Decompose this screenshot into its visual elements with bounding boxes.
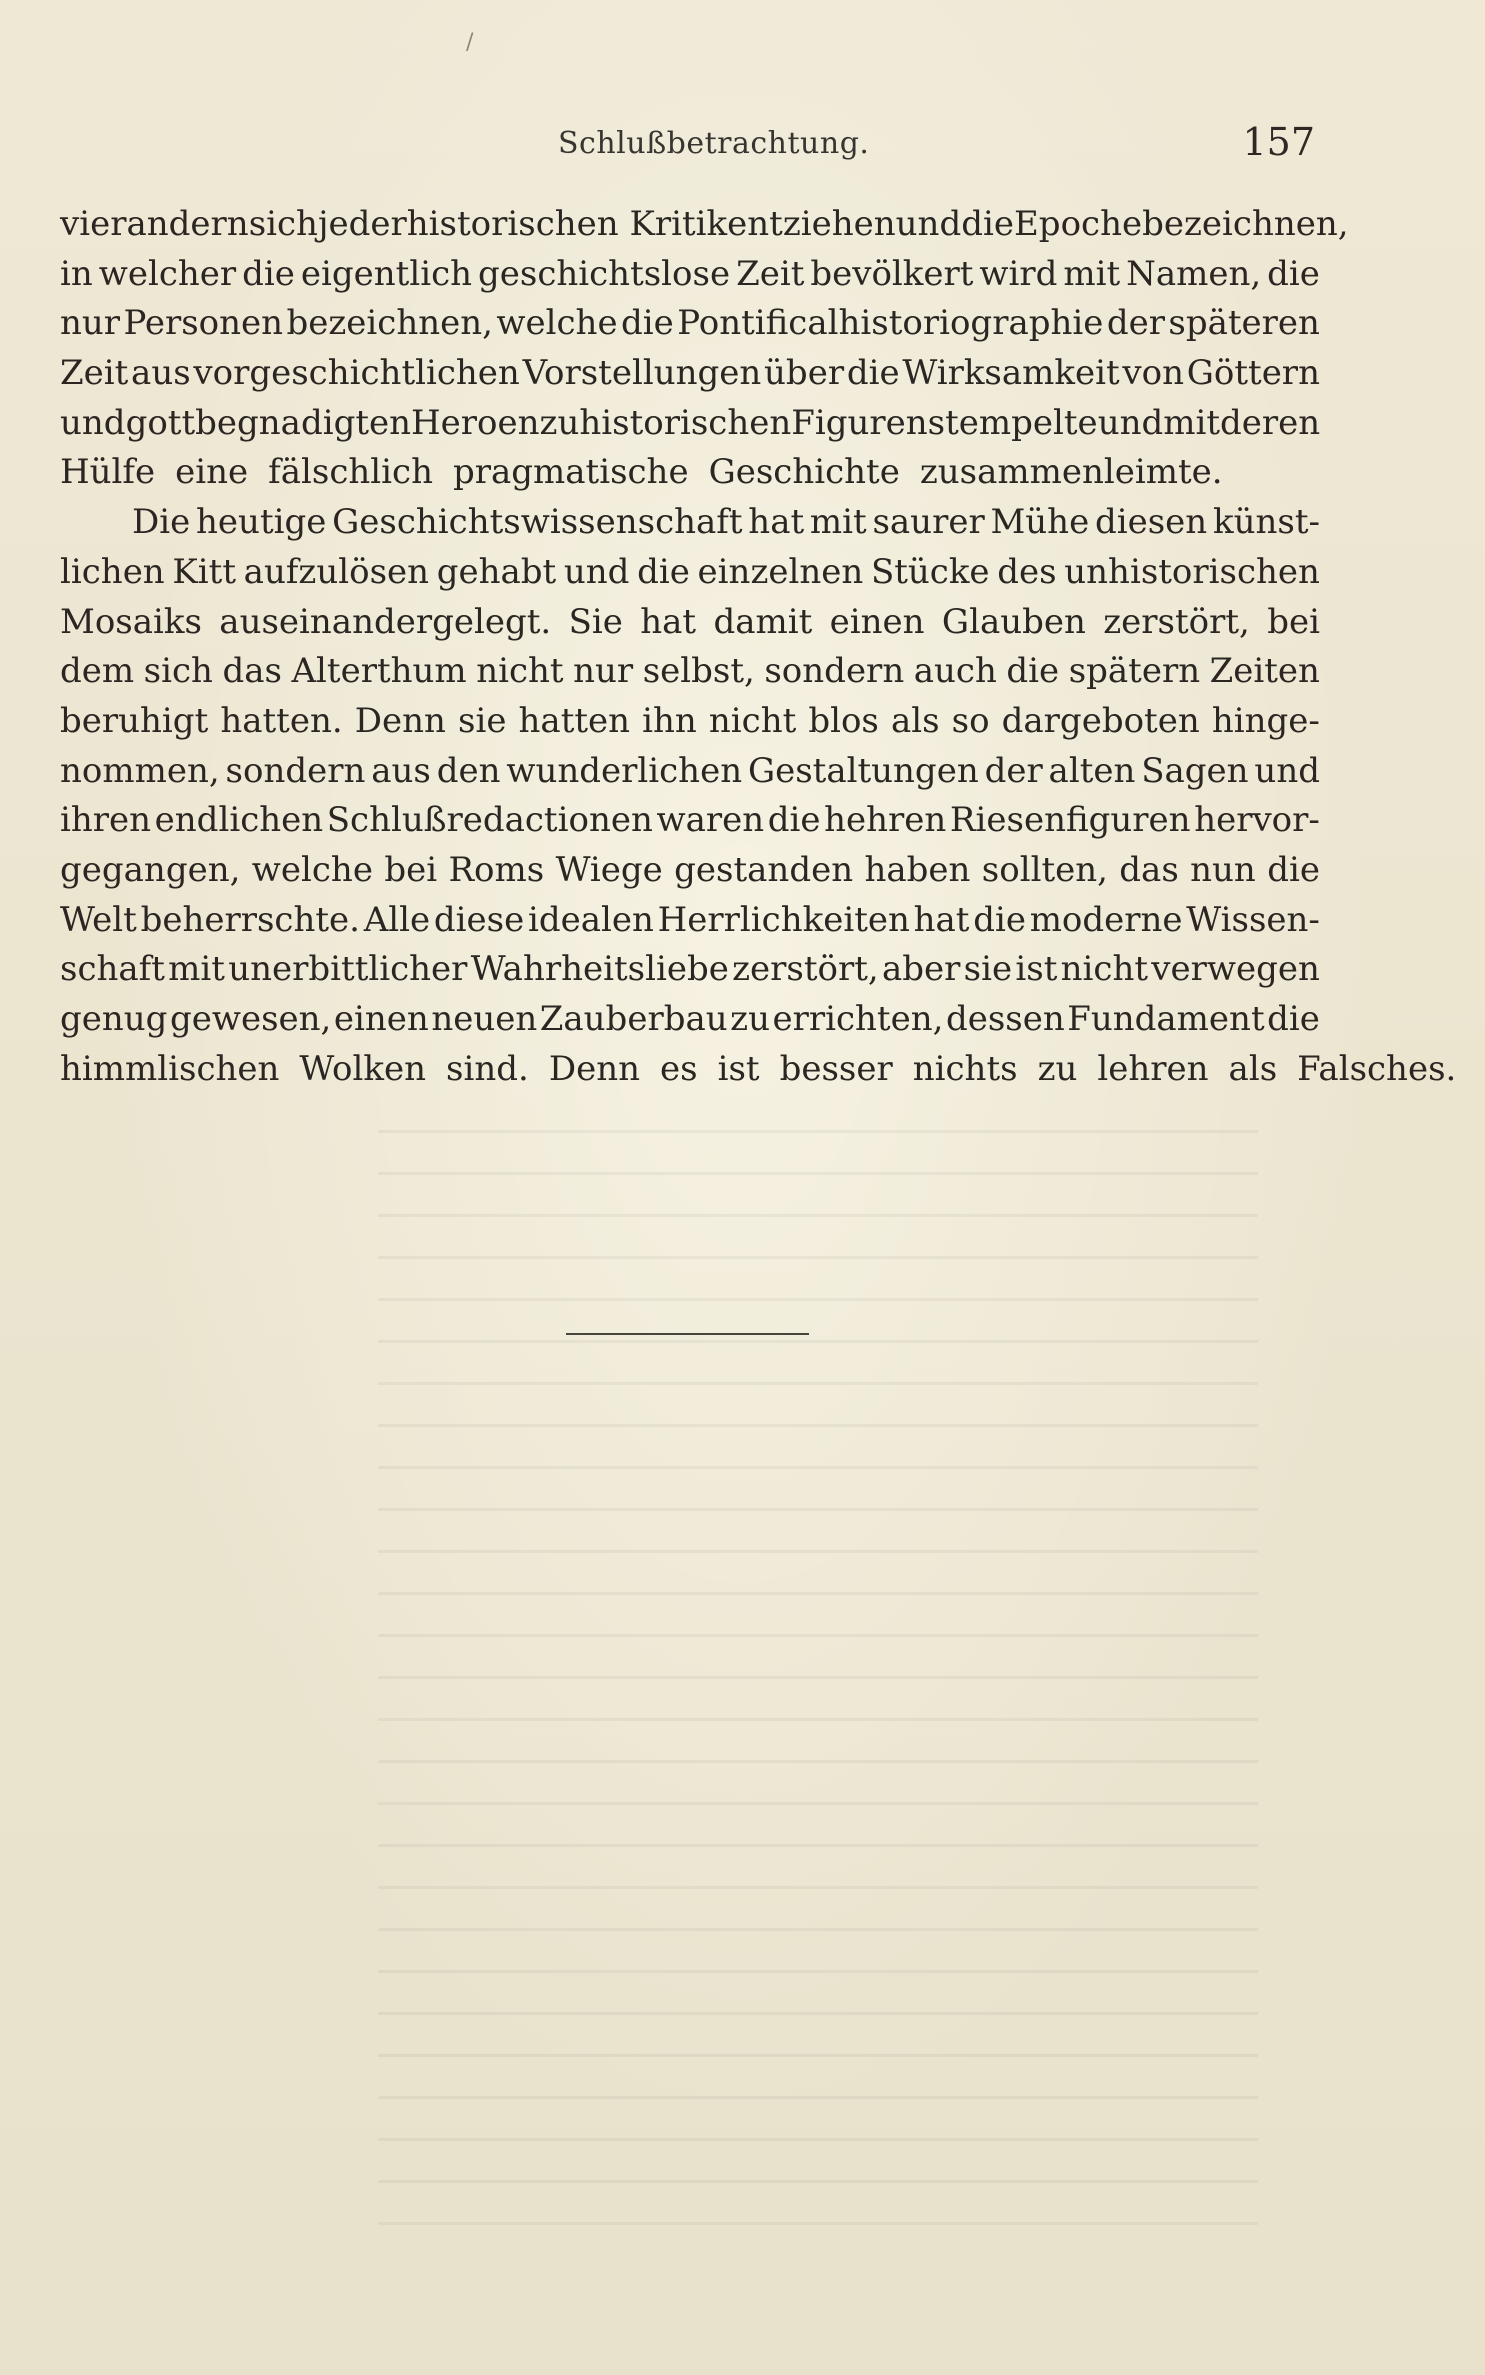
word: Welt	[60, 899, 137, 940]
word: die	[767, 800, 821, 841]
word: fälschlich	[268, 452, 433, 493]
word: entziehen	[727, 204, 896, 244]
word: einen	[829, 601, 925, 642]
word: einzelnen	[697, 551, 864, 592]
word: Gestaltungen	[747, 750, 979, 791]
word: Herrlichkeiten	[657, 899, 910, 940]
word: das	[1119, 849, 1179, 890]
word: hat	[640, 601, 697, 642]
word: Denn	[548, 1048, 640, 1089]
word: hatten	[518, 700, 631, 741]
word: es	[660, 1048, 698, 1089]
pencil-mark: /	[466, 30, 474, 55]
text-line	[60, 498, 1320, 548]
word: Riesenfiguren	[949, 800, 1191, 841]
word: eine	[175, 452, 249, 493]
word: gehabt	[436, 551, 557, 592]
word: ihren	[60, 800, 152, 841]
text-line	[60, 647, 1320, 697]
word: Göttern	[1186, 353, 1320, 394]
word: auseinandergelegt.	[219, 601, 552, 642]
word: in	[60, 253, 93, 294]
word: Die	[132, 502, 191, 543]
word: idealen	[527, 899, 654, 940]
word: gegangen,	[60, 849, 241, 890]
word: welche	[251, 849, 373, 890]
text-line	[60, 448, 1320, 498]
text-line	[60, 796, 1320, 846]
word: dessen	[945, 999, 1065, 1039]
word: und	[563, 551, 630, 592]
word: Fundament	[1067, 999, 1265, 1039]
word: diese	[433, 899, 525, 940]
word: deren	[1220, 402, 1321, 443]
word: Zeit	[736, 253, 805, 294]
text-line	[60, 598, 1320, 648]
word: wunderlichen	[506, 750, 743, 791]
word: bei	[384, 849, 438, 890]
word: der	[984, 750, 1043, 791]
word: aus	[371, 750, 431, 791]
word: das	[222, 651, 282, 692]
word: und	[1097, 402, 1164, 443]
word: ist	[1015, 949, 1058, 990]
word: die	[621, 303, 674, 344]
word: Alle	[363, 899, 431, 940]
text-line	[60, 349, 1320, 399]
word: Vorstellungen	[522, 353, 762, 394]
word: nichts	[912, 1048, 1018, 1089]
word: sie	[963, 949, 1013, 990]
word: zerstört,	[1103, 601, 1250, 642]
word: Geschichte	[708, 452, 900, 493]
word: Roms	[448, 849, 545, 890]
word: vorgeschichtlichen	[193, 353, 520, 394]
body-text	[60, 200, 1457, 1094]
word: späteren	[1168, 303, 1320, 344]
word: die	[637, 551, 690, 592]
word: Wiege	[555, 849, 663, 890]
word: schaft	[60, 949, 165, 990]
word: zerstört,	[732, 949, 879, 990]
word: Sagen	[1141, 750, 1249, 791]
word: Stücke	[870, 551, 990, 592]
word: nommen,	[60, 750, 220, 791]
word: mit	[168, 949, 225, 990]
word: alten	[1048, 750, 1136, 791]
word: die	[961, 204, 1014, 244]
word: sich	[143, 651, 213, 692]
word: nur	[573, 651, 634, 692]
word: mit	[809, 502, 867, 543]
word: himmlischen	[60, 1048, 280, 1089]
word: sondern	[225, 750, 366, 791]
word: mit	[1163, 402, 1221, 443]
word: jeder	[317, 204, 407, 244]
word: hervor-	[1194, 800, 1320, 841]
word: Wahrheitsliebe	[470, 949, 729, 990]
word: bezeichnen,	[286, 303, 493, 344]
word: auch	[913, 651, 997, 692]
word: historischen Kritik	[406, 204, 728, 244]
word: Glauben	[941, 601, 1086, 642]
word: bevölkert	[810, 253, 974, 294]
word: Schlußredactionen	[326, 800, 653, 841]
word: die	[242, 253, 295, 294]
word: hatten.	[220, 700, 343, 741]
word: Hülfe	[60, 452, 156, 493]
word: als	[890, 700, 940, 741]
word: Kitt	[172, 551, 236, 592]
word: bezeichnen,	[1142, 204, 1349, 244]
word: Sie	[568, 601, 623, 642]
word: verwegen	[1151, 949, 1320, 990]
word: geschichtslose	[477, 253, 731, 294]
word: pragmatische	[452, 452, 689, 493]
word: und	[1254, 750, 1320, 791]
page-number: 157	[1242, 120, 1315, 164]
word: sondern	[764, 651, 905, 692]
word: damit	[713, 601, 813, 642]
word: der	[1106, 303, 1165, 344]
word: Mühe	[990, 502, 1090, 543]
text-line	[60, 945, 1320, 995]
word: diesen	[1094, 502, 1208, 543]
word: Pontificalhistoriographie	[677, 303, 1104, 344]
word: sie	[458, 700, 507, 741]
word: zusammenleimte.	[919, 452, 1223, 493]
running-head: Schlußbetrachtung.	[558, 126, 870, 161]
word: künst-	[1212, 502, 1320, 543]
word: genug	[60, 999, 168, 1039]
word: saurer	[872, 502, 985, 543]
word: zu	[1037, 1048, 1078, 1089]
word: hat	[913, 899, 970, 940]
word: beherrschte.	[140, 899, 360, 940]
word: die	[1267, 999, 1320, 1039]
word: zu	[730, 999, 770, 1039]
word: Mosaiks	[60, 601, 202, 642]
word: des	[997, 551, 1057, 592]
word: Zeit	[60, 353, 129, 394]
text-line	[60, 1045, 1457, 1095]
word: Zeiten	[1209, 651, 1320, 692]
word: selbst,	[642, 651, 755, 692]
word: als	[1228, 1048, 1278, 1089]
word: und	[60, 402, 126, 443]
word: waren	[656, 800, 765, 841]
word: Heroen	[411, 402, 540, 443]
word: stempelte	[927, 402, 1098, 443]
word: hehren	[824, 800, 947, 841]
word: welche	[496, 303, 618, 344]
text-line	[60, 548, 1320, 598]
word: besser	[779, 1048, 893, 1089]
word: und	[895, 204, 962, 244]
text-line	[60, 200, 1349, 250]
word: ihn	[642, 700, 697, 741]
closing-rule	[566, 1333, 809, 1335]
word: so	[951, 700, 990, 741]
word: ist	[717, 1048, 760, 1089]
word: Falsches.	[1297, 1048, 1457, 1089]
text-line	[60, 747, 1320, 797]
text-line	[60, 846, 1320, 896]
word: Denn	[354, 700, 446, 741]
text-line	[60, 697, 1320, 747]
word: moderne	[1029, 899, 1183, 940]
word: sich	[248, 204, 318, 244]
word: gottbegnadigten	[125, 402, 412, 443]
word: Wirksamkeit	[902, 353, 1120, 394]
word: die	[1267, 253, 1320, 294]
word: bei	[1267, 601, 1320, 642]
word: blos	[808, 700, 879, 741]
word: historischen	[579, 402, 792, 443]
word: Figuren	[791, 402, 928, 443]
text-line	[60, 299, 1320, 349]
word: hat	[748, 502, 805, 543]
text-line	[60, 250, 1320, 300]
word: Wolken	[299, 1048, 427, 1089]
word: dem	[60, 651, 135, 692]
word: Namen,	[1126, 253, 1262, 294]
word: unhistorischen	[1064, 551, 1320, 592]
word: die	[1267, 849, 1320, 890]
word: Wissen-	[1186, 899, 1320, 940]
word: wird	[979, 253, 1058, 294]
word: lehren	[1097, 1048, 1209, 1089]
text-line	[60, 995, 1320, 1045]
word: sind.	[446, 1048, 529, 1089]
word: mit	[1063, 253, 1121, 294]
text-line	[60, 896, 1320, 946]
word: beruhigt	[60, 700, 209, 741]
word: nicht	[708, 700, 797, 741]
word: einen	[333, 999, 429, 1039]
word: welcher	[98, 253, 237, 294]
word: unerbittlicher	[228, 949, 468, 990]
word: den	[436, 750, 501, 791]
word: aber	[881, 949, 961, 990]
word: sollten,	[981, 849, 1108, 890]
word: endlichen	[154, 800, 324, 841]
word: nur	[60, 303, 121, 344]
word: Geschichtswissenschaft	[332, 502, 743, 543]
word: vier	[60, 204, 127, 244]
word: die	[1006, 651, 1060, 692]
word: haben	[864, 849, 971, 890]
word: von	[1122, 353, 1184, 394]
word: gewesen,	[169, 999, 332, 1039]
word: nun	[1190, 849, 1256, 890]
word: gestanden	[674, 849, 854, 890]
word: zu	[539, 402, 580, 443]
word: nicht	[476, 651, 564, 692]
word: nicht	[1060, 949, 1149, 990]
word: lichen	[60, 551, 165, 592]
word: über	[764, 353, 845, 394]
show-through-texture	[378, 1130, 1258, 2230]
word: andern	[126, 204, 249, 244]
word: errichten,	[772, 999, 944, 1039]
word: eigentlich	[300, 253, 473, 294]
word: Epoche	[1013, 204, 1143, 244]
word: Personen	[123, 303, 284, 344]
word: aufzulösen	[243, 551, 430, 592]
word: dargeboten	[1001, 700, 1200, 741]
text-line	[60, 399, 1320, 449]
word: die	[973, 899, 1026, 940]
word: Alterthum	[291, 651, 467, 692]
word: hinge-	[1211, 700, 1320, 741]
word: die	[846, 353, 900, 394]
word: spätern	[1068, 651, 1201, 692]
word: aus	[131, 353, 191, 394]
word: neuen	[431, 999, 538, 1039]
word: Zauberbau	[539, 999, 728, 1039]
word: heutige	[196, 502, 327, 543]
